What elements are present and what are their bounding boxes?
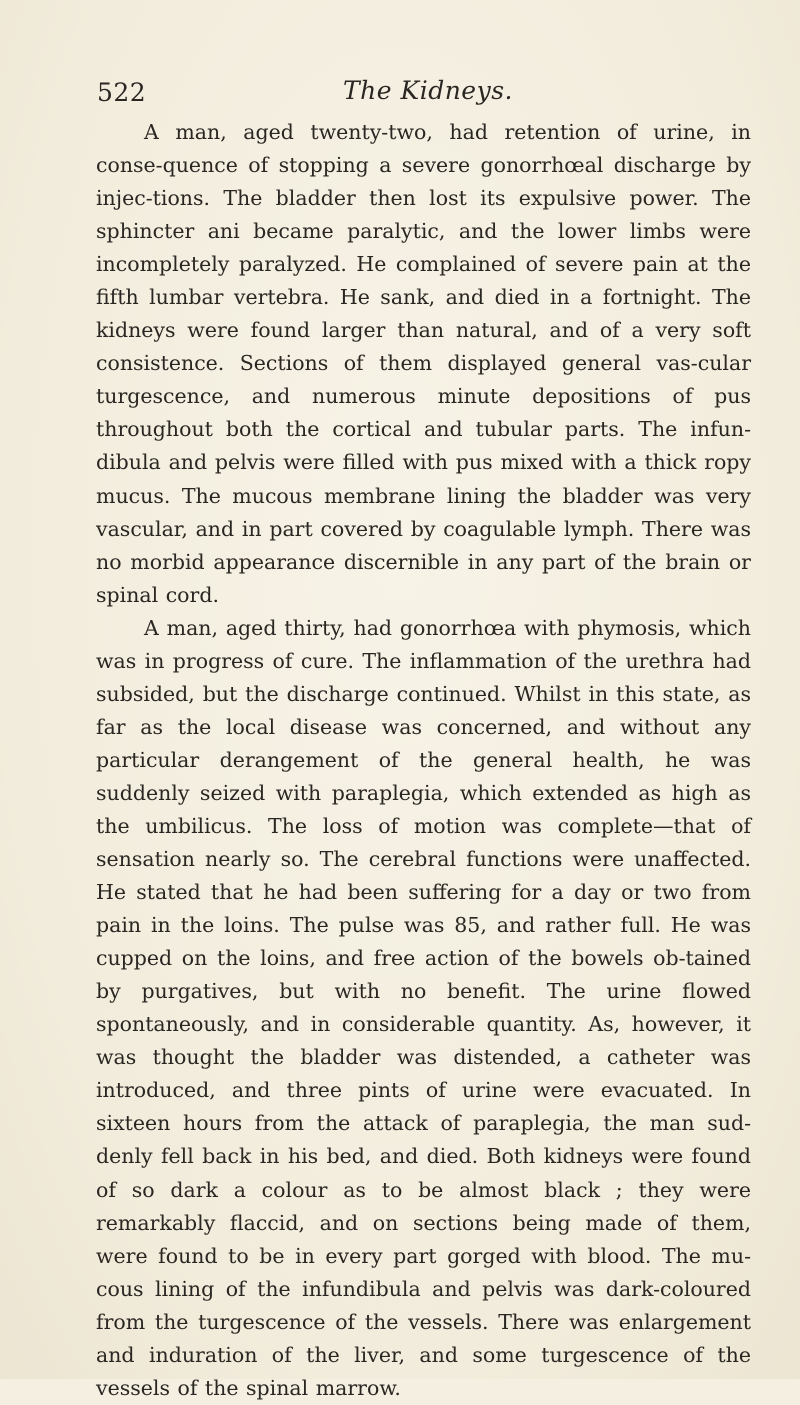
body-text: [96, 116, 751, 1405]
paragraph-retention-case: A man, aged twenty-two, had retention of urine, in conse-quence of stopping a severe gonorrhœal discharge by injec-tions. The bladder then lost its expulsive power. The sphincter ani became paralytic, and the lower limbs were incompletely paralyzed. He complained of severe pain at the fifth lumbar vertebra. He sank, and died in a fortnight. The kidneys were found larger than natural, and of a very soft consistence. Sections of them displayed general vas-cular turgescence, and numerous minute depositions of pus throughout both the cortical and tubular parts. The infun-dibula and pelvis were filled with pus mixed with a thick ropy mucus. The mucous membrane lining the bladder was very vascular, and in part covered by coagulable lymph. There was no morbid appearance discernible in any part of the brain or spinal cord.: [96, 120, 751, 607]
running-title: The Kidneys.: [343, 76, 513, 105]
paragraph-paraplegia-case: A man, aged thirty, had gonorrhœa with phymosis, which was in progress of cure. The inflammation of the urethra had subsided, but the discharge continued. Whilst in this state, as far as the local disease was concerned, and without any particular derangement of the general health, he was suddenly seized with paraplegia, which extended as high as the umbilicus. The loss of motion was complete—that of sensation nearly so. The cerebral functions were unaffected. He stated that he had been suffering for a day or two from pain in the loins. The pulse was 85, and rather full. He was cupped on the loins, and free action of the bowels ob-tained by purgatives, but with no benefit. The urine flowed spontaneously, and in considerable quantity. As, however, it was thought the bladder was distended, a catheter was introduced, and three pints of urine were evacuated. In sixteen hours from the attack of paraplegia, the man sud-denly fell back in his bed, and died. Both kidneys were found of so dark a colour as to be almost black ; they were remarkably flaccid, and on sections being made of them, were found to be in every part gorged with blood. The mu-cous lining of the infundibula and pelvis was dark-coloured from the turgescence of the vessels. There was enlargement and induration of the liver, and some turgescence of the vessels of the spinal marrow.: [96, 615, 751, 1400]
page-header: [97, 68, 717, 108]
page-number: 522: [97, 78, 147, 107]
